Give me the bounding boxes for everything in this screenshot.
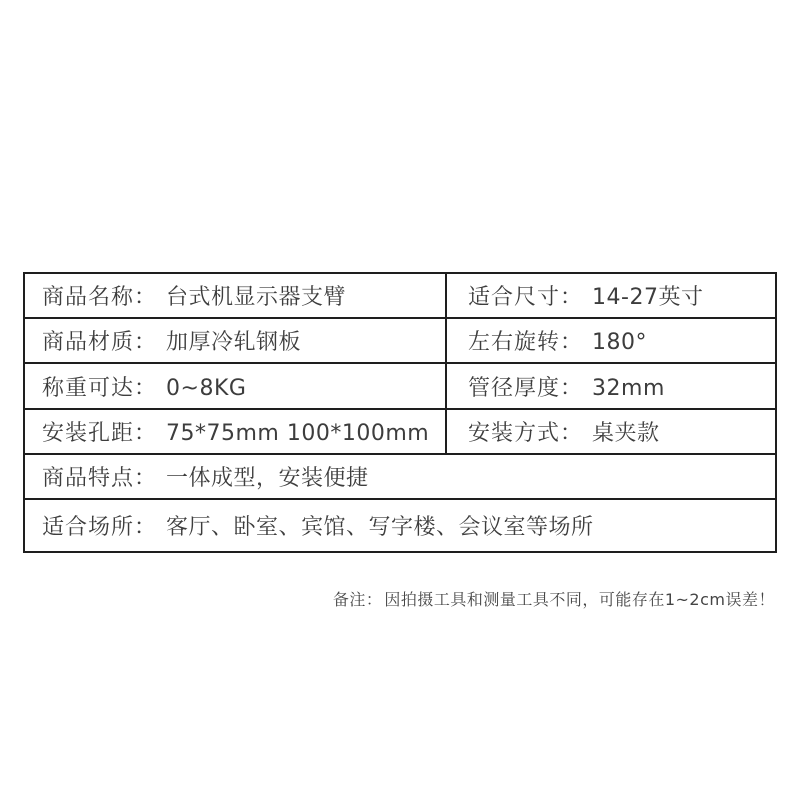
spec-value: 0~8KG [166,375,247,401]
spec-value: 180° [592,330,648,355]
spec-label: 商品名称： [42,285,158,310]
spec-cell-hole-distance [24,409,446,454]
spec-label: 商品材质： [42,330,158,355]
note-text: 因拍摄工具和测量工具不同，可能存在1~2cm误差！ [384,590,775,609]
table-row [24,499,776,552]
spec-value: 32mm [592,375,665,401]
spec-table [23,272,777,553]
spec-cell-suitable-places [24,499,776,552]
spec-cell-weight-capacity [24,363,446,409]
table-row [24,363,776,409]
spec-label: 称重可达： [42,375,158,401]
spec-value: 14-27英寸 [592,285,704,310]
table-row [24,318,776,363]
spec-cell-fit-size [446,273,776,318]
spec-label: 商品特点： [42,466,158,491]
table-row [24,409,776,454]
note-label: 备注： [332,590,383,609]
spec-value: 桌夹款 [592,421,660,446]
spec-label: 适合尺寸： [468,285,584,310]
spec-cell-tube-diameter [446,363,776,409]
spec-cell-install-method [446,409,776,454]
spec-label: 管径厚度： [468,375,584,401]
spec-label: 安装方式： [468,421,584,446]
spec-label: 安装孔距： [42,421,158,446]
spec-cell-product-name [24,273,446,318]
spec-value: 台式机显示器支臂 [166,285,347,310]
spec-value: 75*75mm 100*100mm [166,421,430,446]
spec-label: 适合场所： [42,515,158,540]
spec-cell-material [24,318,446,363]
spec-value: 加厚冷轧钢板 [166,330,302,355]
spec-cell-features [24,454,776,499]
note [333,587,775,610]
spec-label: 左右旋转： [468,330,584,355]
spec-value: 客厅、卧室、宾馆、写字楼、会议室等场所 [166,515,594,540]
table-row [24,454,776,499]
table-row [24,273,776,318]
spec-value: 一体成型，安装便捷 [166,466,369,491]
spec-cell-rotation [446,318,776,363]
